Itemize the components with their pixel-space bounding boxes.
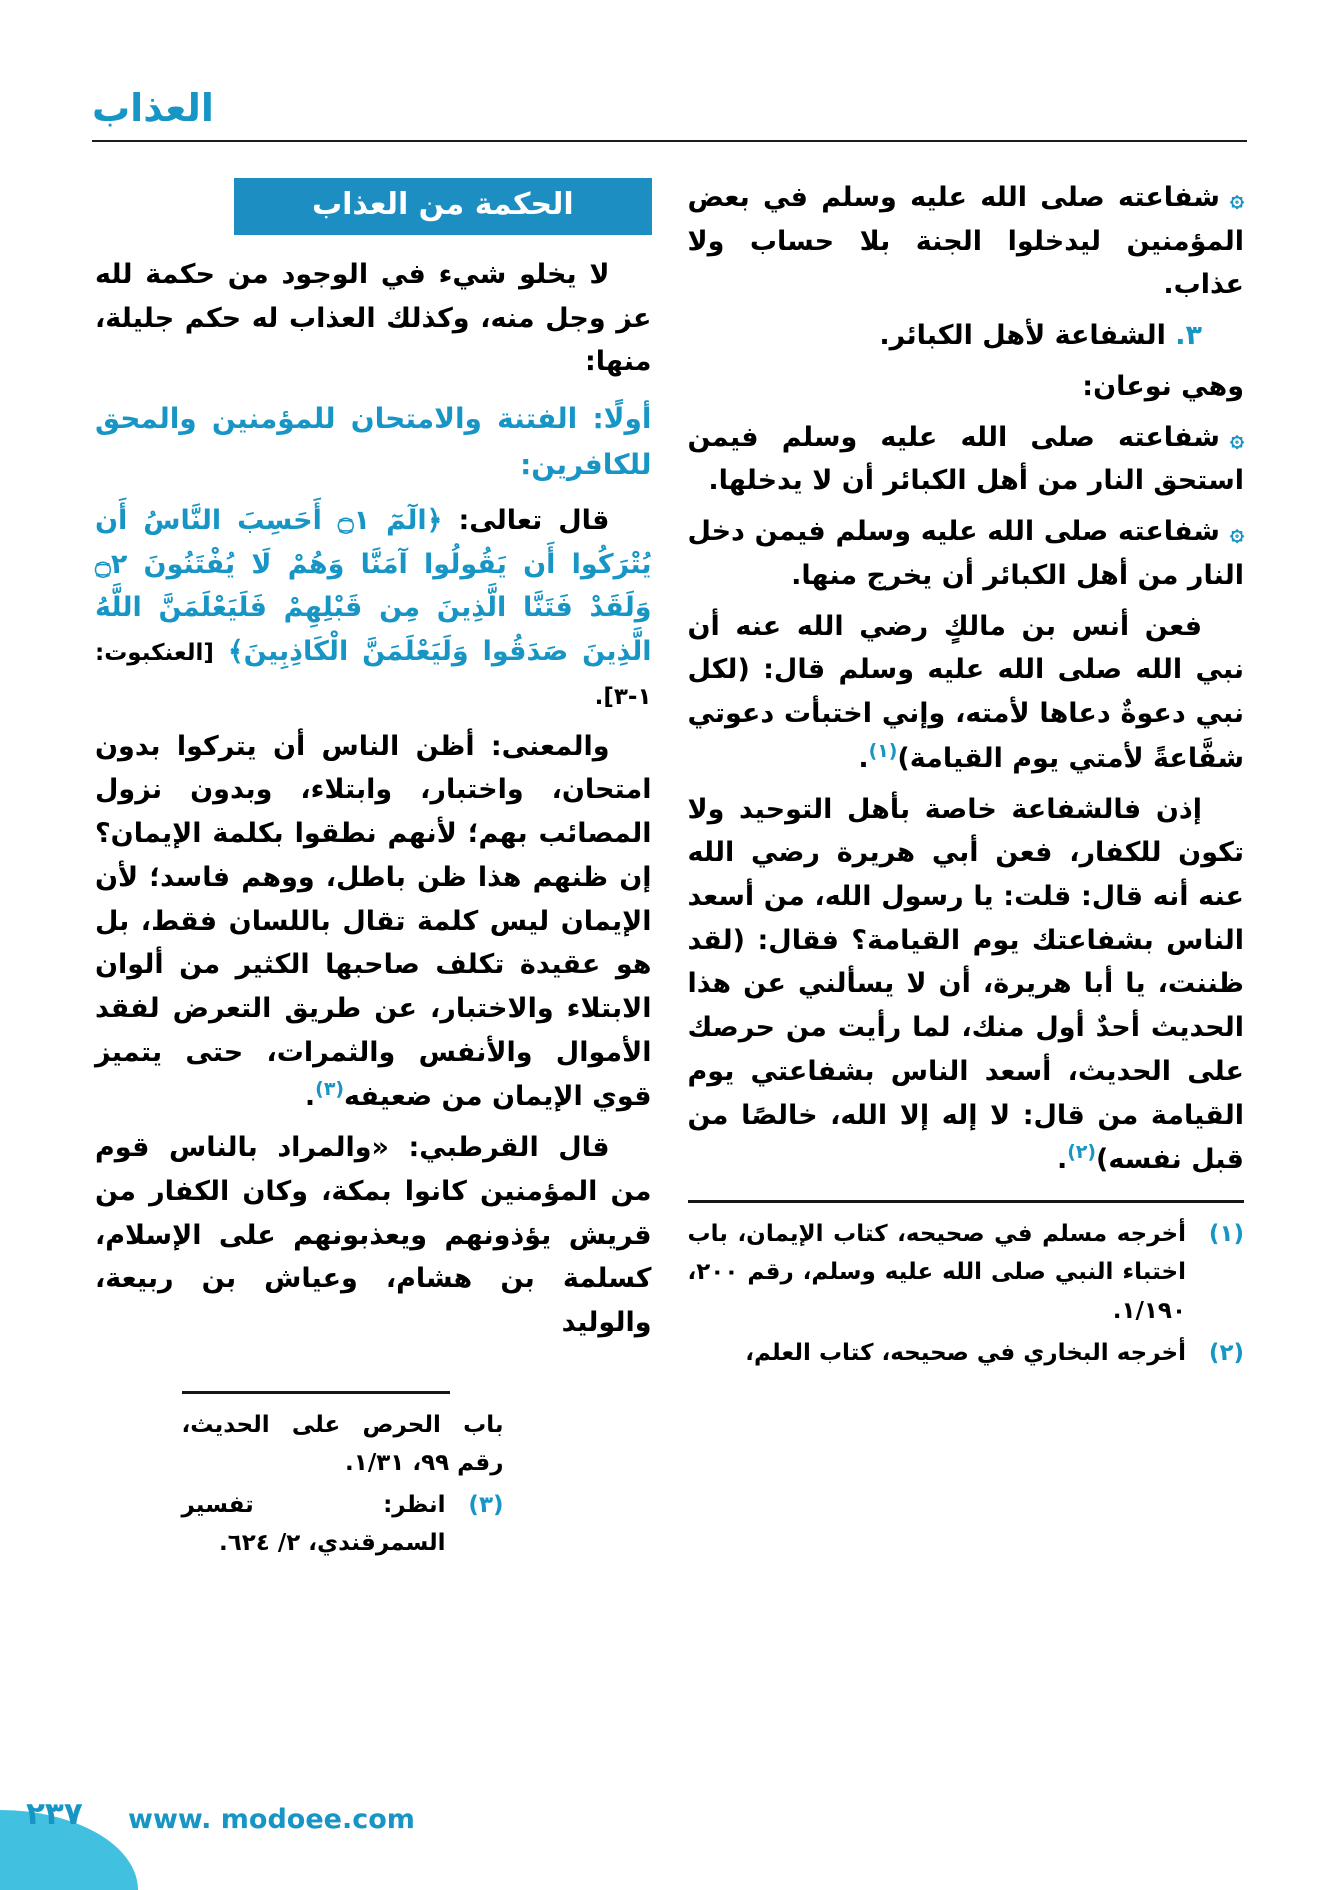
bullet-text: شفاعته صلى الله عليه وسلم فيمن استحق النار من أهل الكبائر أن لا يدخلها. bbox=[687, 421, 1244, 497]
qurtubi-paragraph: قال القرطبي: «والمراد بالناس قوم من المؤمنين كانوا بمكة، وكان الكفار من قريش يؤذونهم ويعذبونهم على الإسلام، كسلمة بن هشام، وعياش بن ربيعة، والوليد bbox=[95, 1132, 652, 1339]
footnote-continuation bbox=[182, 1406, 504, 1482]
quran-paragraph bbox=[95, 499, 652, 718]
footnote-item bbox=[182, 1486, 504, 1562]
section-title-box bbox=[234, 178, 651, 235]
bullet-text: شفاعته صلى الله عليه وسلم في بعض المؤمنين ليدخلوا الجنة بلا حساب ولا عذاب. bbox=[687, 182, 1244, 301]
column-left bbox=[95, 176, 652, 1567]
sentence-end: . bbox=[858, 742, 869, 774]
footnotes-right bbox=[688, 1200, 1245, 1372]
footnotes-left bbox=[182, 1391, 504, 1563]
bullet-text: شفاعته صلى الله عليه وسلم فيمن دخل النار من أهل الكبائر أن يخرج منها. bbox=[687, 516, 1244, 591]
item-number: ٣. bbox=[1175, 320, 1202, 352]
footnote-divider bbox=[688, 1200, 1245, 1203]
section-title: الحكمة من العذاب bbox=[312, 187, 574, 222]
footnote-ref-1: (١) bbox=[868, 739, 898, 762]
footnote-text: باب الحرص على الحديث، رقم ٩٩، ١/٣١. bbox=[181, 1411, 504, 1477]
bullet-item-1 bbox=[688, 176, 1245, 307]
paragraph-text: إذن فالشفاعة خاصة بأهل التوحيد ولا تكون للكفار، فعن أبي هريرة رضي الله عنه أنه قال: قلت: يا رسول الله، من أسعد الناس بشفاعتك يوم القيامة؟ فقال: (لقد ظننت، يا أبا هريرة، أن لا يسألني عن هذا الحديث أحدٌ أول منك، لما رأيت من حرصك على الحديث، أسعد الناس بشفاعتي يوم القيامة من قال: لا إله إلا الله، خالصًا من قبل نفسه) bbox=[687, 793, 1244, 1176]
footnote-number: (١) bbox=[1208, 1221, 1244, 1248]
page-number: ٢٣٧ bbox=[26, 1796, 83, 1832]
bullet-item-3 bbox=[688, 510, 1245, 597]
numbered-heading-3 bbox=[688, 314, 1245, 358]
rosette-icon: ۞ bbox=[1229, 423, 1244, 452]
footnote-text: انظر: تفسير السمرقندي، ٢/ ٦٢٤. bbox=[181, 1492, 446, 1557]
footnote-item bbox=[688, 1215, 1245, 1330]
paragraph-text: والمعنى: أظن الناس أن يتركوا بدون امتحان، واختبار، وابتلاء، وبدون نزول المصائب بهم؛ لأنهم نطقوا بكلمة الإيمان؟ إن ظنهم هذا ظن باطل، ووهم فاسد؛ لأن الإيمان ليس كلمة تقال باللسان فقط، بل هو عقيدة تكلف صاحبها الكثير من ألوان الابتلاء والاختبار، عن طريق التعرض لفقد الأموال والأنفس والثمرات، حتى يتميز قوي الإيمان من ضعيفه bbox=[95, 730, 652, 1113]
intro-paragraph: لا يخلو شيء في الوجود من حكمة لله عز وجل منه، وكذلك العذاب له حكم جليلة، منها: bbox=[95, 259, 652, 378]
item-text: الشفاعة لأهل الكبائر. bbox=[879, 320, 1166, 352]
footnote-ref-3: (٣) bbox=[315, 1078, 344, 1101]
content-columns bbox=[95, 176, 1244, 1567]
rosette-icon: ۞ bbox=[1229, 184, 1244, 212]
hadith-text: فعن أنس بن مالكٍ رضي الله عنه أن نبي الله صلى الله عليه وسلم قال: (لكل نبي دعوةٌ دعاها لأمته، وإني اختبأت دعوتي شفَّاعةً لأمتي يوم القيامة) bbox=[687, 610, 1244, 774]
footnote-divider bbox=[182, 1391, 450, 1394]
rosette-icon: ۞ bbox=[1229, 518, 1244, 547]
sentence-end: . bbox=[1056, 1144, 1068, 1176]
website-link[interactable]: www. modoee.com bbox=[128, 1804, 415, 1835]
subheading-first: أولًا: الفتنة والامتحان للمؤمنين والمحق للكافرين: bbox=[95, 402, 652, 481]
bullet-item-2 bbox=[688, 416, 1245, 503]
column-right bbox=[688, 176, 1245, 1376]
footnote-ref-2: (٢) bbox=[1067, 1141, 1097, 1164]
running-head-title: العذاب bbox=[92, 86, 214, 130]
hadith-paragraph bbox=[688, 605, 1245, 781]
footnote-number: (٣) bbox=[468, 1492, 504, 1519]
footnote-item bbox=[688, 1334, 1245, 1372]
quran-intro: قال تعالى: bbox=[442, 504, 610, 536]
page-header bbox=[92, 88, 1247, 142]
types-label: وهي نوعان: bbox=[1082, 370, 1244, 402]
footnote-number: (٢) bbox=[1208, 1339, 1244, 1366]
quran-verse: ﴿الٓمٓ ۝١ أَحَسِبَ النَّاسُ أَن يُتْرَكُوا أَن يَقُولُوا آمَنَّا وَهُمْ لَا يُفْتَنُونَ ۝٢ وَلَقَدْ فَتَنَّا الَّذِينَ مِن قَبْلِهِمْ فَلَيَعْلَمَنَّ اللَّهُ الَّذِينَ صَدَقُوا وَلَيَعْلَمَنَّ الْكَاذِبِينَ﴾ bbox=[95, 504, 652, 668]
footnote-text: أخرجه البخاري في صحيحه، كتاب العلم، bbox=[745, 1339, 1186, 1366]
footnote-text: أخرجه مسلم في صحيحه، كتاب الإيمان، باب اختباء النبي صلى الله عليه وسلم، رقم ٢٠٠، ١/١٩٠. bbox=[687, 1221, 1186, 1324]
meaning-paragraph bbox=[95, 725, 652, 1120]
quran-reference: [العنكبوت: ١-٣]. bbox=[95, 640, 652, 710]
shafaa-paragraph bbox=[688, 788, 1245, 1183]
sentence-end: . bbox=[304, 1081, 316, 1113]
